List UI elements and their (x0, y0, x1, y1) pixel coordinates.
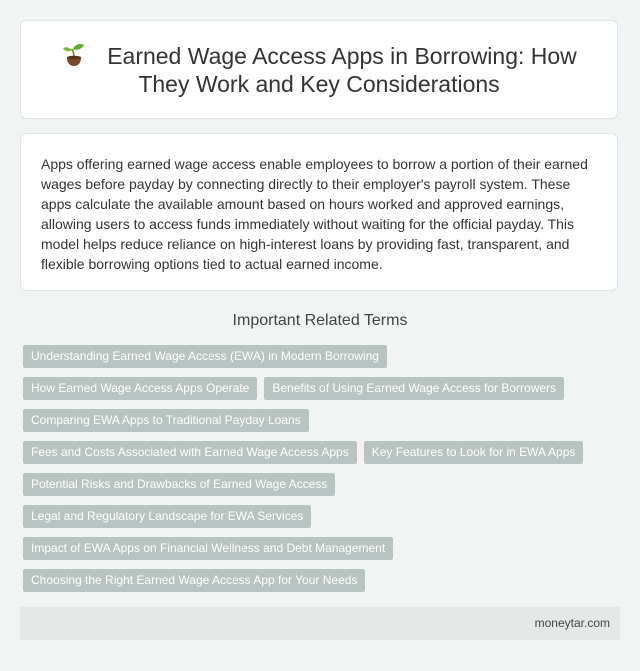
related-term-tag[interactable]: How Earned Wage Access Apps Operate (23, 377, 257, 400)
title-container (39, 42, 599, 98)
intro-card (20, 133, 618, 291)
tag-row (23, 505, 623, 537)
footer (20, 607, 620, 640)
page-title-text: Earned Wage Access Apps in Borrowing: How They Work and Key Considerations (107, 42, 577, 97)
related-term-tag[interactable]: Comparing EWA Apps to Traditional Payday Loans (23, 409, 309, 432)
related-term-tag[interactable]: Understanding Earned Wage Access (EWA) in Modern Borrowing (23, 345, 387, 368)
related-term-tag[interactable]: Benefits of Using Earned Wage Access for Borrowers (264, 377, 564, 400)
related-term-tag[interactable]: Legal and Regulatory Landscape for EWA Services (23, 505, 311, 528)
tag-row (23, 569, 623, 601)
tag-row (23, 537, 623, 569)
tag-row (23, 473, 623, 505)
intro-paragraph: Apps offering earned wage access enable employees to borrow a portion of their earned wages before payday by connecting directly to their employer's payroll system. These apps calculate the available amount based on hours worked and approved earnings, allowing users to access funds immediately without waiting for the official payday. This model helps reduce reliance on high-interest loans by providing fast, transparent, and flexible borrowing options tied to actual earned income. (41, 156, 588, 272)
related-term-tag[interactable]: Choosing the Right Earned Wage Access App for Your Needs (23, 569, 365, 592)
tag-row (23, 345, 623, 377)
page-title (39, 42, 599, 98)
related-term-tag[interactable]: Impact of EWA Apps on Financial Wellness and Debt Management (23, 537, 393, 560)
related-terms-heading: Important Related Terms (232, 312, 408, 329)
related-term-tag[interactable]: Potential Risks and Drawbacks of Earned Wage Access (23, 473, 335, 496)
related-terms-list (23, 345, 623, 601)
related-term-tag[interactable]: Key Features to Look for in EWA Apps (364, 441, 584, 464)
sprout-icon (61, 43, 87, 67)
footer-site-link[interactable]: moneytar.com (534, 616, 610, 630)
tag-row (23, 377, 623, 409)
related-term-tag[interactable]: Fees and Costs Associated with Earned Wage Access Apps (23, 441, 357, 464)
tag-row (23, 409, 623, 441)
title-card (20, 20, 618, 119)
tag-row (23, 441, 623, 473)
